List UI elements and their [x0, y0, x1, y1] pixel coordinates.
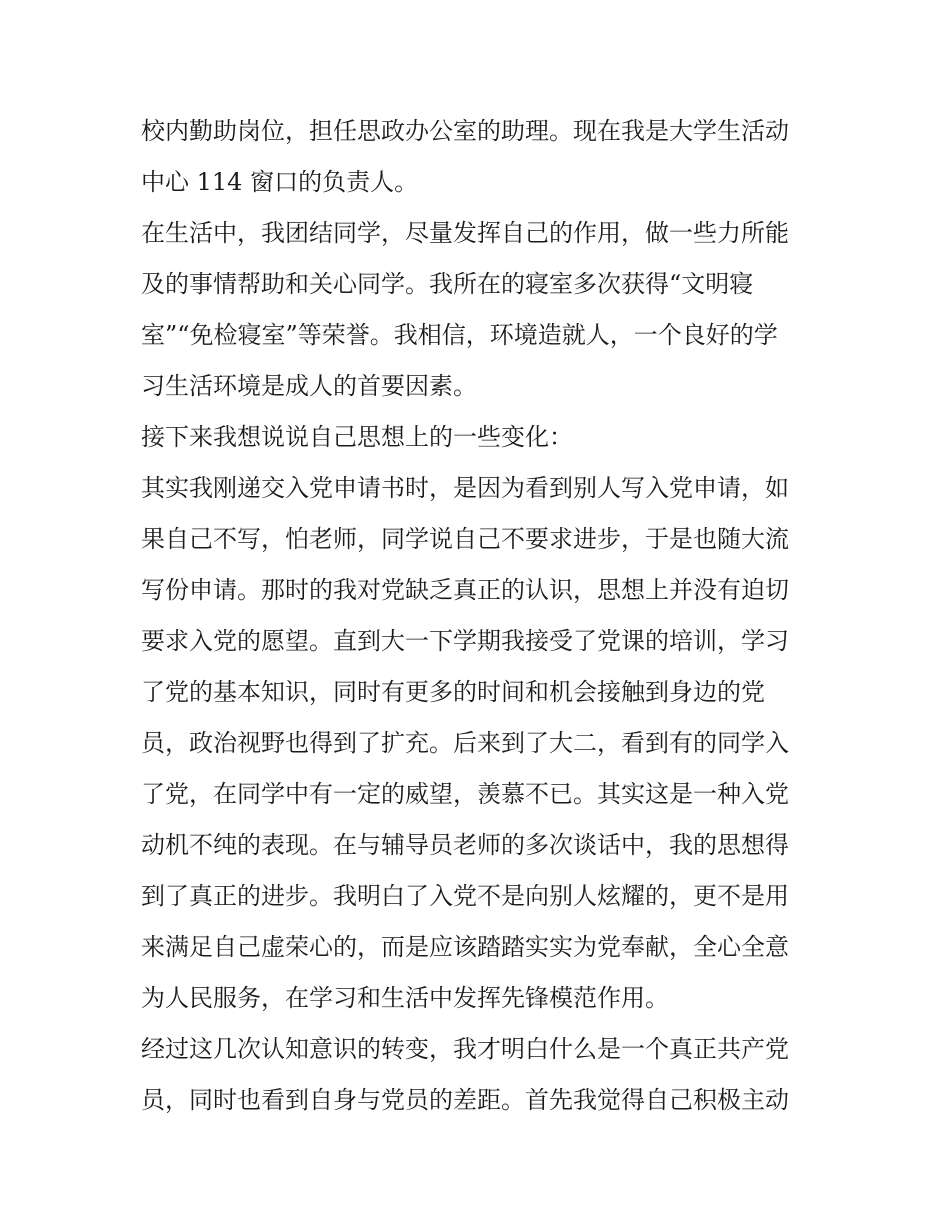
- text-line: 员，同时也看到自身与党员的差距。首先我觉得自己积极主动: [141, 1086, 789, 1114]
- text-line: 来满足自己虚荣心的，而是应该踏踏实实为党奉献，全心全意: [141, 933, 789, 961]
- text-line: 中心 114 窗口的负责人。: [141, 168, 419, 196]
- text-line: 在生活中，我团结同学，尽量发挥自己的作用，做一些力所能: [141, 219, 789, 247]
- text-line: 员，政治视野也得到了扩充。后来到了大二，看到有的同学入: [141, 729, 789, 757]
- text-line: 要求入党的愿望。直到大一下学期我接受了党课的培训，学习: [141, 627, 789, 655]
- text-line: 到了真正的进步。我明白了入党不是向别人炫耀的，更不是用: [141, 882, 789, 910]
- text-line: 习生活环境是成人的首要因素。: [141, 372, 477, 400]
- text-line: 了党，在同学中有一定的威望，羡慕不已。其实这是一种入党: [141, 780, 789, 808]
- text-line: 室”“免检寝室”等荣誉。我相信，环境造就人，一个良好的学: [141, 321, 778, 349]
- text-line: 动机不纯的表现。在与辅导员老师的多次谈话中，我的思想得: [141, 831, 789, 859]
- text-line: 了党的基本知识，同时有更多的时间和机会接触到身边的党: [141, 678, 765, 706]
- document-body: [141, 106, 821, 1126]
- text-line: 为人民服务，在学习和生活中发挥先锋模范作用。: [141, 984, 669, 1012]
- text-line: 果自己不写，怕老师，同学说自己不要求进步，于是也随大流: [141, 525, 789, 553]
- text-line: 接下来我想说说自己思想上的一些变化：: [141, 423, 573, 451]
- text-line: 经过这几次认知意识的转变，我才明白什么是一个真正共产党: [141, 1035, 789, 1063]
- text-line: 校内勤助岗位，担任思政办公室的助理。现在我是大学生活动: [141, 117, 789, 145]
- text-line: 其实我刚递交入党申请书时，是因为看到别人写入党申请，如: [141, 474, 789, 502]
- text-line: 及的事情帮助和关心同学。我所在的寝室多次获得“文明寝: [141, 270, 754, 298]
- text-line: 写份申请。那时的我对党缺乏真正的认识，思想上并没有迫切: [141, 576, 789, 604]
